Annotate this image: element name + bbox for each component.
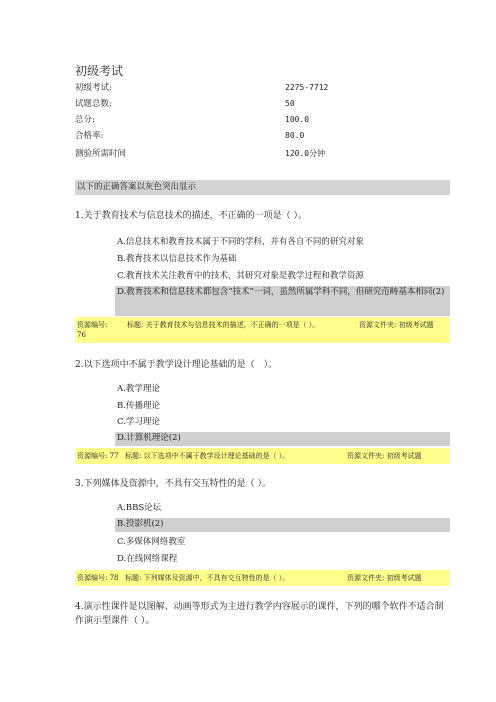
question-1-option-a: A.信息技术和教育技术属于不同的学科，并有各自不同的研究对象 — [117, 237, 364, 247]
resource-folder: 资源文件夹: 初级考试题 — [347, 574, 422, 582]
question-2-option-c: C.学习理论 — [117, 417, 160, 427]
question-3-option-c: C.多媒体网络教室 — [117, 537, 186, 547]
question-3-option-a: A.BBS论坛 — [117, 503, 162, 513]
question-4-text: 4.演示性课件是以图解、动画等形式为主进行教学内容展示的课件，下列的哪个软件不适合制作演示型课件（ ）。 — [75, 602, 444, 626]
info-row-total-score: 总分: 100.0 — [75, 115, 310, 125]
correct-answer-notice: 以下的正确答案以灰色突出显示 — [75, 180, 450, 195]
question-3-option-d: D.在线网络课程 — [117, 554, 178, 564]
info-row-time-limit: 测验所需时间 120.0分钟 — [75, 149, 326, 159]
info-row-total-questions: 试题总数: 50 — [75, 99, 295, 109]
question-2-option-d-correct: D.计算机理论(2) — [115, 432, 450, 446]
question-1-option-c: C.教育技术关注教育中的技术，其研究对象是教学过程和教学资源 — [117, 271, 364, 281]
resource-id: 资源编号: 76 — [77, 321, 108, 339]
resource-folder: 资源文件夹: 初级考试题 — [347, 452, 422, 460]
question-3-resource-meta — [75, 570, 450, 586]
resource-title: 标题: 下列媒体及资源中，不具有交互特性的是（ ）。 — [125, 574, 290, 582]
question-3-option-b-correct: B.投影机(2) — [115, 518, 450, 532]
page-title: 初级考试 — [75, 64, 124, 78]
question-2-resource-meta — [75, 448, 450, 464]
info-row-exam-code: 初级考试: 2275-7712 — [75, 83, 329, 93]
question-2-text: 2.以下选项中不属于教学设计理论基础的是（ ）。 — [75, 360, 278, 370]
resource-id: 资源编号: 77 — [77, 452, 119, 460]
question-1-option-d-correct: D.教育技术和信息技术都包含“技术”一词，虽然所属学科不同，但研究范畴基本相同(2) — [115, 286, 450, 316]
resource-folder: 资源文件夹: 初级考试题 — [359, 321, 434, 329]
resource-title: 标题: 以下选项中不属于教学设计理论基础的是（ ）。 — [125, 452, 290, 460]
resource-id: 资源编号: 78 — [77, 574, 119, 582]
question-2-option-a: A.教学理论 — [117, 384, 160, 394]
question-1-option-b: B.教育技术以信息技术作为基础 — [117, 254, 237, 264]
question-1-text: 1.关于教育技术与信息技术的描述，不正确的一项是（ ）。 — [75, 211, 307, 221]
info-row-pass-rate: 合格率: 80.0 — [75, 131, 305, 141]
question-1-resource-meta — [75, 317, 450, 343]
question-3-text: 3.下列媒体及资源中，不具有交互特性的是（ ）。 — [75, 479, 271, 489]
question-2-option-b: B.传播理论 — [117, 401, 160, 411]
resource-title: 标题: 关于教育技术与信息技术的描述，不正确的一项是（ ）。 — [127, 321, 320, 329]
